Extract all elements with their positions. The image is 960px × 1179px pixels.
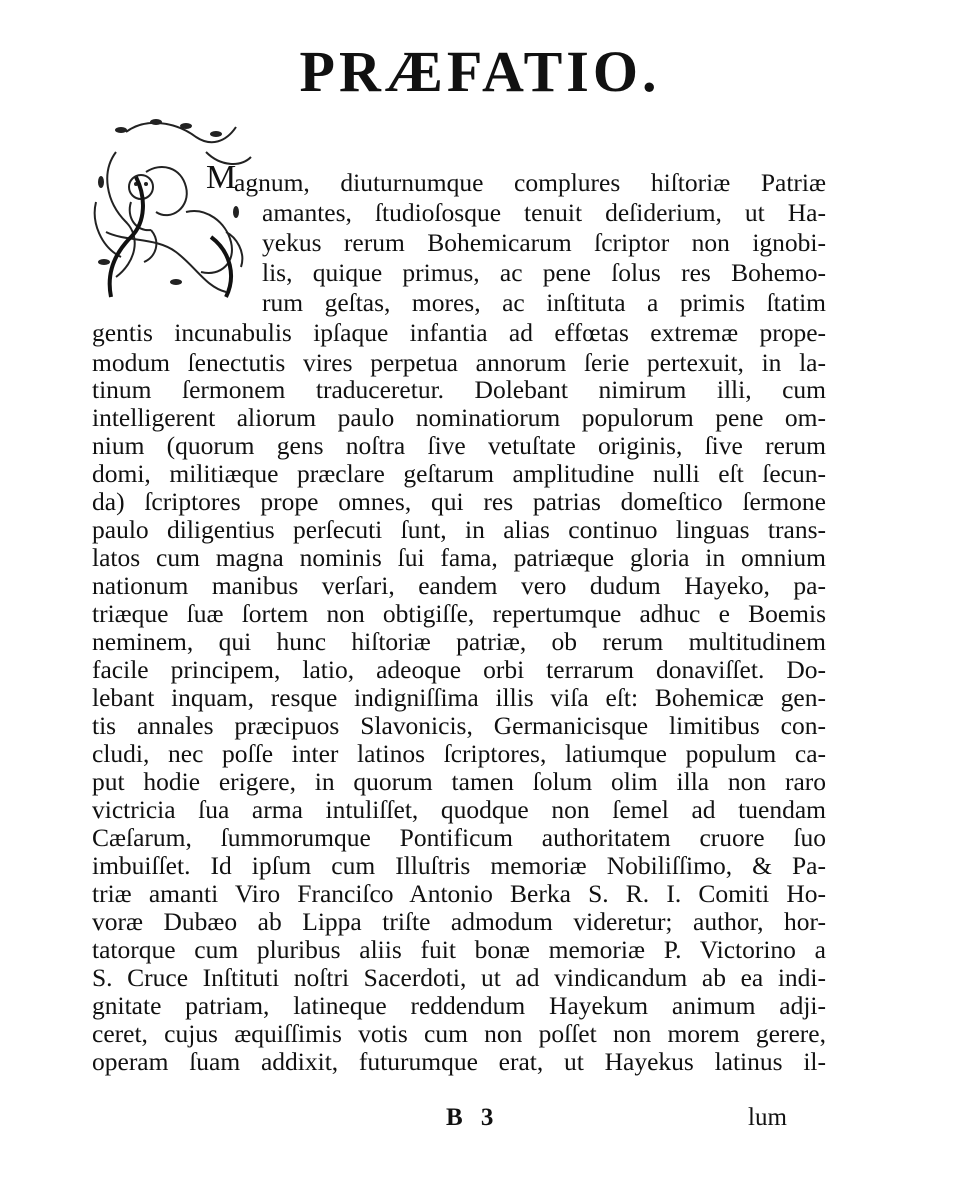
text-line: nium (quorum gens noſtra ſive vetuſtate originis, ſive rerum xyxy=(92,431,826,460)
text-line: gentis incunabulis ipſaque infantia ad effœtas extremæ prope- xyxy=(92,318,826,347)
text-line: imbuiſſet. Id ipſum cum Illuſtris memoriæ Nobiliſſimo, & Pa- xyxy=(92,851,826,880)
text-line: modum ſenectutis vires perpetua annorum ſerie pertexuit, in la- xyxy=(92,348,826,377)
text-line: voræ Dubæo ab Lippa triſte admodum videretur; author, hor- xyxy=(92,907,826,936)
text-line: nationum manibus verſari, eandem vero dudum Hayeko, pa- xyxy=(92,571,826,600)
text-line: triæ amanti Viro Franciſco Antonio Berka S. R. I. Comiti Ho- xyxy=(92,879,826,908)
signature-mark: B 3 xyxy=(446,1104,500,1131)
text-line: ceret, cujus æquiſſimis votis cum non poſſet non morem gerere, xyxy=(92,1019,826,1048)
text-line: intelligerent aliorum paulo nominatiorum populorum pene om- xyxy=(92,403,826,432)
text-line: da) ſcriptores prope omnes, qui res patrias domeſtico ſermone xyxy=(92,487,826,516)
text-line: tatorque cum pluribus aliis fuit bonæ memoriæ P. Victorino a xyxy=(92,935,826,964)
text-line: facile principem, latio, adeoque orbi terrarum donaviſſet. Do- xyxy=(92,655,826,684)
text-line: Cæſarum, ſummorumque Pontificum authoritatem cruore ſuo xyxy=(92,823,826,852)
text-line: domi, militiæque præclare geſtarum amplitudine nulli eſt ſecun- xyxy=(92,459,826,488)
text-line: agnum, diuturnumque complures hiſtoriæ Patriæ xyxy=(234,168,826,197)
text-line: triæque ſuæ ſortem non obtigiſſe, repertumque adhuc e Boemis xyxy=(92,599,826,628)
text-line: lebant inquam, resque indigniſſima illis viſa eſt: Bohemicæ gen- xyxy=(92,683,826,712)
text-line: lis, quique primus, ac pene ſolus res Bohemo- xyxy=(262,258,826,287)
page-title: PRÆFATIO. xyxy=(299,39,661,104)
text-line: S. Cruce Inſtituti noſtri Sacerdoti, ut ad vindicandum ab ea indi- xyxy=(92,963,826,992)
catchword: lum xyxy=(748,1104,787,1131)
text-line: paulo diligentius perſecuti ſunt, in alias continuo linguas trans- xyxy=(92,515,826,544)
text-line: cludi, nec poſſe inter latinos ſcriptores, latiumque populum ca- xyxy=(92,739,826,768)
text-line: victricia ſua arma intuliſſet, quodque non ſemel ad tuendam xyxy=(92,795,826,824)
text-line: gnitate patriam, latineque reddendum Hayekum animum adji- xyxy=(92,991,826,1020)
text-line: put hodie erigere, in quorum tamen ſolum olim illa non raro xyxy=(92,767,826,796)
text-line: tis annales præcipuos Slavonicis, Germanicisque limitibus con- xyxy=(92,711,826,740)
initial-letter: M xyxy=(206,159,237,196)
decorated-initial-icon xyxy=(86,112,256,306)
text-line: yekus rerum Bohemicarum ſcriptor non ignobi- xyxy=(262,228,826,257)
text-line: rum geſtas, mores, ac inſtituta a primis ſtatim xyxy=(262,288,826,317)
text-line: neminem, qui hunc hiſtoriæ patriæ, ob rerum multitudinem xyxy=(92,627,826,656)
text-line: latos cum magna nominis ſui fama, patriæque gloria in omnium xyxy=(92,543,826,572)
text-line: amantes, ſtudioſosque tenuit deſiderium, ut Ha- xyxy=(262,198,826,227)
text-line: tinum ſermonem traduceretur. Dolebant nimirum illi, cum xyxy=(92,375,826,404)
text-line: operam ſuam addixit, futurumque erat, ut Hayekus latinus il- xyxy=(92,1047,826,1076)
